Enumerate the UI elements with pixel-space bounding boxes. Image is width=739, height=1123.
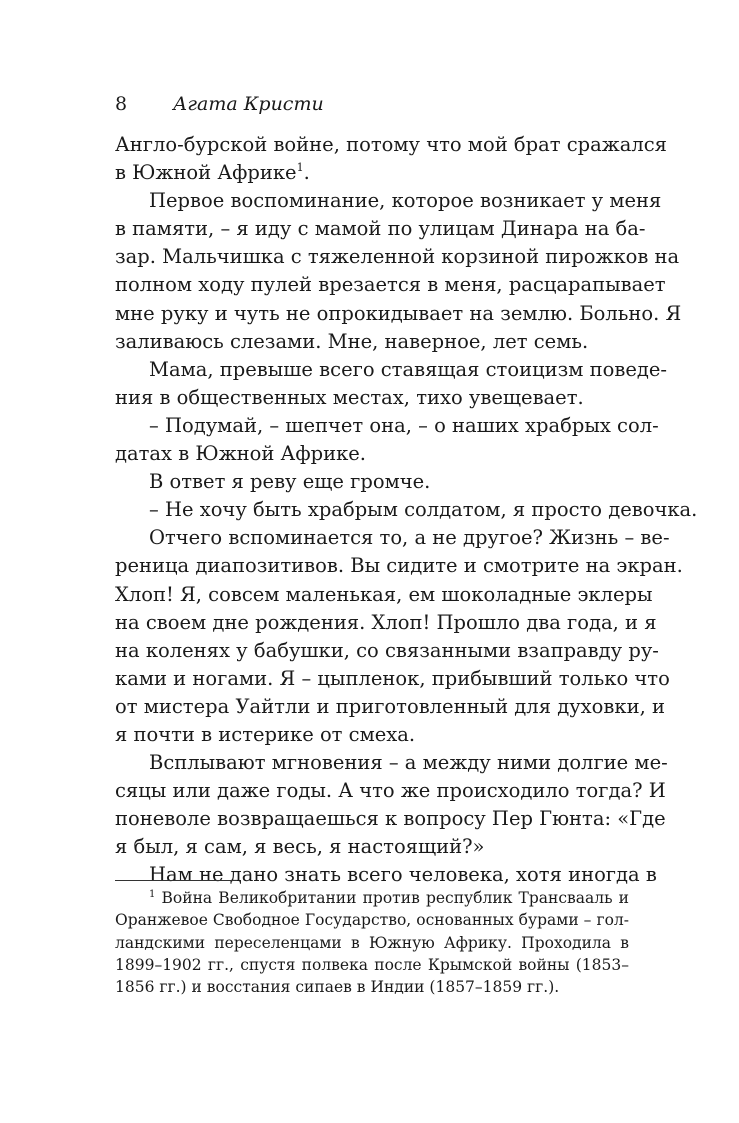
- text-line-text: Первое воспоминание, которое возникает у меня: [149, 189, 662, 213]
- text-line: [115, 805, 666, 833]
- text-line-text: на своем дне рождения. Хлоп! Прошло два года, и я: [115, 610, 657, 634]
- text-line: [115, 749, 668, 777]
- text-line: [115, 777, 666, 805]
- running-head: [115, 92, 324, 116]
- text-line: [115, 833, 629, 861]
- text-line: [115, 412, 659, 440]
- footnote-line: [115, 909, 629, 931]
- footnote-line-text: 1856 гг.) и восстания сипаев в Индии (1857–1859 гг.).: [115, 978, 560, 997]
- text-line: [115, 524, 670, 552]
- footnote-line: [115, 954, 629, 976]
- text-line-text: датах в Южной Африке.: [115, 442, 366, 466]
- running-title: Агата Кристи: [173, 93, 324, 115]
- text-line: [115, 131, 667, 159]
- text-line: [115, 215, 646, 243]
- text-line-text: в памяти, – я иду с мамой по улицам Динара на ба-: [115, 217, 646, 241]
- body-text: [115, 131, 698, 890]
- page-number: 8: [115, 93, 128, 115]
- text-line: [115, 665, 670, 693]
- text-line-text: реница диапозитивов. Вы сидите и смотрите на экран.: [115, 554, 683, 578]
- text-line-text: зар. Мальчишка с тяжеленной корзиной пирожков на: [115, 245, 680, 269]
- text-line-text: мне руку и чуть не опрокидывает на землю. Больно. Я: [115, 301, 682, 325]
- text-line: [115, 468, 629, 496]
- footnote-rule: [115, 880, 237, 881]
- text-line-text: Всплывают мгновения – а между ними долгие ме-: [149, 751, 668, 775]
- footnote-line-text: Оранжевое Свободное Государство, основанных бурами – гол-: [115, 911, 629, 930]
- footnote-line-text: Война Великобритании против республик Трансвааль и: [161, 889, 630, 907]
- text-line-text: – Подумай, – шепчет она, – о наших храбрых сол-: [149, 413, 659, 437]
- text-line-text: Мама, превыше всего ставящая стоицизм поведе-: [149, 357, 668, 381]
- text-line-text: заливаюсь слезами. Мне, наверное, лет семь.: [115, 329, 589, 353]
- text-line-text: поневоле возвращаешься к вопросу Пер Гюнта: «Где: [115, 807, 666, 831]
- text-line-text: на коленях у бабушки, со связанными взаправду ру-: [115, 638, 659, 662]
- text-line-text: я почти в истерике от смеха.: [115, 722, 416, 746]
- text-line-text: – Не хочу быть храбрым солдатом, я просто девочка.: [149, 498, 698, 522]
- text-line: [115, 440, 629, 468]
- footnote-line-text: ландскими переселенцами в Южную Африку. Проходила в: [115, 933, 629, 952]
- footnotes: [115, 887, 629, 998]
- text-line: [115, 721, 629, 749]
- text-line: [115, 496, 698, 524]
- text-line: в Южной Африке$^1$.: [115, 161, 310, 185]
- text-line-text: в Южной Африке: [115, 161, 297, 185]
- text-line: [115, 187, 662, 215]
- text-line: [115, 861, 657, 889]
- text-line: [115, 693, 665, 721]
- text-line-text: ками и ногами. Я – цыпленок, прибывший только что: [115, 666, 670, 690]
- text-line-text: Англо-бурской войне, потому что мой брат сражался: [115, 133, 667, 156]
- text-line-text: Отчего вспоминается то, а не другое? Жизнь – ве-: [149, 526, 670, 550]
- text-line: [115, 243, 680, 271]
- text-line: [115, 552, 683, 580]
- text-line-text: сяцы или даже годы. А что же происходило тогда? И: [115, 779, 666, 803]
- footnote-line: [115, 887, 629, 909]
- text-line-text: Хлоп! Я, совсем маленькая, ем шоколадные эклеры: [115, 582, 653, 606]
- text-line: [115, 609, 657, 637]
- text-line-text: ния в общественных местах, тихо увещевает.: [115, 385, 584, 409]
- text-line: [115, 328, 629, 356]
- text-line: [115, 356, 668, 384]
- text-line: [115, 637, 659, 665]
- text-line-text: я был, я сам, я весь, я настоящий?»: [115, 835, 485, 859]
- text-line-text: В ответ я реву еще громче.: [149, 470, 431, 494]
- text-line-text: Нам не дано знать всего человека, хотя иногда в: [149, 863, 657, 887]
- text-line: [115, 271, 666, 299]
- text-line: [115, 581, 653, 609]
- text-line-text: от мистера Уайтли и приготовленный для духовки, и: [115, 694, 665, 718]
- text-line-text: полном ходу пулей врезается в меня, расцарапывает: [115, 273, 666, 297]
- footnote-line: [115, 976, 629, 998]
- text-line: [115, 384, 629, 412]
- footnote-marker: 1: [149, 889, 156, 900]
- footnote-reference[interactable]: 1: [296, 161, 304, 175]
- footnote-line: [115, 932, 629, 954]
- text-line: [115, 300, 682, 328]
- footnote-line-text: 1899–1902 гг., спустя полвека после Крымской войны (1853–: [115, 955, 629, 974]
